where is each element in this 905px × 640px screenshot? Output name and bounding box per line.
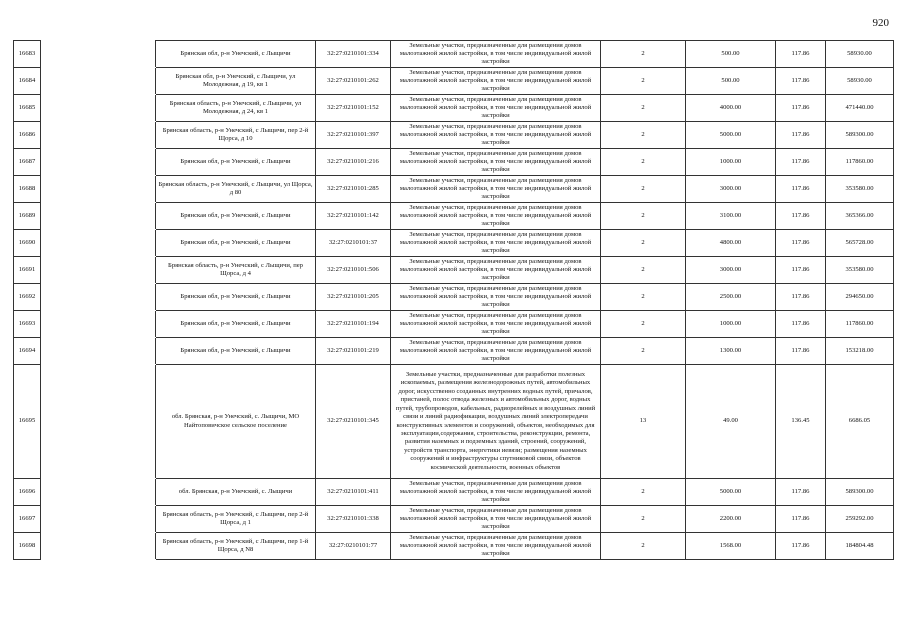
land-use-cell: Земельные участки, предназначенные для размещения домов малоэтажной жилой застройки, в том числе индивидуальной жилой застройки (391, 95, 601, 122)
specific-value-cell: 117.86 (776, 311, 826, 338)
specific-value-cell: 117.86 (776, 95, 826, 122)
blank-cell (41, 176, 156, 203)
land-use-cell: Земельные участки, предназначенные для размещения домов малоэтажной жилой застройки, в том числе индивидуальной жилой застройки (391, 506, 601, 533)
specific-value-cell: 117.86 (776, 338, 826, 365)
specific-value-cell: 117.86 (776, 176, 826, 203)
address-cell: Брянская обл, р-н Унечский, с Лыщичи, ул Молодежная, д 19, кв 1 (156, 68, 316, 95)
land-use-cell: Земельные участки, предназначенные для размещения домов малоэтажной жилой застройки, в том числе индивидуальной жилой застройки (391, 284, 601, 311)
table-row (14, 149, 894, 176)
blank-cell (41, 284, 156, 311)
land-use-cell: Земельные участки, предназначенные для размещения домов малоэтажной жилой застройки, в том числе индивидуальной жилой застройки (391, 68, 601, 95)
area-cell: 1300.00 (686, 338, 776, 365)
group-cell: 2 (601, 41, 686, 68)
address-cell: Брянская обл, р-н Унечский, с Лыщичи (156, 41, 316, 68)
cadastral-number-cell: 32:27:0210101:334 (316, 41, 391, 68)
cadastral-number-cell: 32:27:0210101:397 (316, 122, 391, 149)
blank-cell (41, 149, 156, 176)
land-use-cell: Земельные участки, предназначенные для разработки полезных ископаемых, размещения железнодорожных путей, автомобильных дорог, искусственно созданных внутренних водных путей, причалов, пристаней, полос отвода железных и автомобильных дорог, водных путей, трубопроводов, кабельных, радиорелейных и воздушных линий связи и линий радиофикации, воздушных линий электропередачи конструктивных элементов и сооружений, объектов, необходимых для эксплуатации,содержания, строительства, реконструкции, ремонта, развития наземных и подземных зданий, строений, сооружений, устройств транспорта, энергетики иевязи; размещения наземных сооружений и инфраструктуры спутниковой связи, объектов космической деятельности, военных объектов (391, 365, 601, 479)
blank-cell (41, 230, 156, 257)
specific-value-cell: 117.86 (776, 68, 826, 95)
blank-cell (41, 338, 156, 365)
group-cell: 2 (601, 149, 686, 176)
land-use-cell: Земельные участки, предназначенные для размещения домов малоэтажной жилой застройки, в том числе индивидуальной жилой застройки (391, 203, 601, 230)
cadastral-value-cell: 184804.48 (826, 533, 894, 560)
row-number: 16687 (14, 149, 41, 176)
area-cell: 2200.00 (686, 506, 776, 533)
row-number: 16691 (14, 257, 41, 284)
row-number: 16696 (14, 479, 41, 506)
specific-value-cell: 117.86 (776, 479, 826, 506)
cadastral-value-cell: 353580.00 (826, 257, 894, 284)
blank-cell (41, 365, 156, 479)
cadastral-value-cell: 117860.00 (826, 149, 894, 176)
group-cell: 2 (601, 176, 686, 203)
cadastral-value-cell: 117860.00 (826, 311, 894, 338)
blank-cell (41, 95, 156, 122)
area-cell: 1000.00 (686, 311, 776, 338)
row-number: 16685 (14, 95, 41, 122)
group-cell: 2 (601, 95, 686, 122)
table-row (14, 533, 894, 560)
cadastral-value-cell: 365366.00 (826, 203, 894, 230)
land-use-cell: Земельные участки, предназначенные для размещения домов малоэтажной жилой застройки, в том числе индивидуальной жилой застройки (391, 176, 601, 203)
specific-value-cell: 117.86 (776, 284, 826, 311)
cadastral-value-cell: 58930.00 (826, 41, 894, 68)
blank-cell (41, 122, 156, 149)
address-cell: Брянская обл, р-н Унечский, с Лыщичи (156, 311, 316, 338)
table-row (14, 122, 894, 149)
area-cell: 3100.00 (686, 203, 776, 230)
cadastral-value-cell: 6686.05 (826, 365, 894, 479)
blank-cell (41, 311, 156, 338)
address-cell: Брянская обл, р-н Унечский, с Лыщичи (156, 284, 316, 311)
blank-cell (41, 257, 156, 284)
specific-value-cell: 117.86 (776, 41, 826, 68)
cadastral-value-cell: 589300.00 (826, 479, 894, 506)
cadastral-number-cell: 32:27:0210101:345 (316, 365, 391, 479)
cadastral-number-cell: 32:27:0210101:262 (316, 68, 391, 95)
area-cell: 500.00 (686, 41, 776, 68)
table-row (14, 284, 894, 311)
land-use-cell: Земельные участки, предназначенные для размещения домов малоэтажной жилой застройки, в том числе индивидуальной жилой застройки (391, 479, 601, 506)
specific-value-cell: 117.86 (776, 230, 826, 257)
group-cell: 2 (601, 284, 686, 311)
address-cell: обл. Брянская, р-н Унечский, с. Лыщичи (156, 479, 316, 506)
land-use-cell: Земельные участки, предназначенные для размещения домов малоэтажной жилой застройки, в том числе индивидуальной жилой застройки (391, 533, 601, 560)
group-cell: 2 (601, 257, 686, 284)
row-number: 16697 (14, 506, 41, 533)
blank-cell (41, 479, 156, 506)
blank-cell (41, 203, 156, 230)
row-number: 16692 (14, 284, 41, 311)
specific-value-cell: 136.45 (776, 365, 826, 479)
cadastral-number-cell: 32:27:0210101:194 (316, 311, 391, 338)
blank-cell (41, 41, 156, 68)
row-number: 16688 (14, 176, 41, 203)
group-cell: 2 (601, 230, 686, 257)
cadastral-number-cell: 32:27:0210101:285 (316, 176, 391, 203)
cadastral-number-cell: 32:27:0210101:37 (316, 230, 391, 257)
specific-value-cell: 117.86 (776, 506, 826, 533)
group-cell: 2 (601, 122, 686, 149)
table-row (14, 506, 894, 533)
cadastral-number-cell: 32:27:0210101:142 (316, 203, 391, 230)
address-cell: Брянская обл, р-н Унечский, с Лыщичи (156, 149, 316, 176)
address-cell: Брянская обл, р-н Унечский, с Лыщичи (156, 338, 316, 365)
address-cell: Брянская область, р-н Унечский, с Лыщичи, пер 2-й Щорса, д 1 (156, 506, 316, 533)
specific-value-cell: 117.86 (776, 257, 826, 284)
cadastral-value-table (13, 40, 894, 560)
table-row (14, 176, 894, 203)
table-row (14, 311, 894, 338)
table-row (14, 338, 894, 365)
group-cell: 2 (601, 311, 686, 338)
area-cell: 4000.00 (686, 95, 776, 122)
land-use-cell: Земельные участки, предназначенные для размещения домов малоэтажной жилой застройки, в том числе индивидуальной жилой застройки (391, 338, 601, 365)
cadastral-number-cell: 32:27:0210101:77 (316, 533, 391, 560)
cadastral-value-cell: 58930.00 (826, 68, 894, 95)
group-cell: 2 (601, 533, 686, 560)
specific-value-cell: 117.86 (776, 149, 826, 176)
land-use-cell: Земельные участки, предназначенные для размещения домов малоэтажной жилой застройки, в том числе индивидуальной жилой застройки (391, 149, 601, 176)
cadastral-number-cell: 32:27:0210101:338 (316, 506, 391, 533)
specific-value-cell: 117.86 (776, 203, 826, 230)
address-cell: Брянская область, р-н Унечский, с Лыщичи, пер 1-й Щорса, д N8 (156, 533, 316, 560)
area-cell: 500.00 (686, 68, 776, 95)
land-use-cell: Земельные участки, предназначенные для размещения домов малоэтажной жилой застройки, в том числе индивидуальной жилой застройки (391, 311, 601, 338)
address-cell: обл. Брянская, р-н Унечский, с. Лыщичи, МО Найтоповичское сельское поселение (156, 365, 316, 479)
cadastral-value-cell: 471440.00 (826, 95, 894, 122)
table-row (14, 95, 894, 122)
land-use-cell: Земельные участки, предназначенные для размещения домов малоэтажной жилой застройки, в том числе индивидуальной жилой застройки (391, 257, 601, 284)
address-cell: Брянская область, р-н Унечский, с Лыщичи, пер 2-й Щорса, д 10 (156, 122, 316, 149)
specific-value-cell: 117.86 (776, 122, 826, 149)
table-row (14, 257, 894, 284)
table-row (14, 203, 894, 230)
land-use-cell: Земельные участки, предназначенные для размещения домов малоэтажной жилой застройки, в том числе индивидуальной жилой застройки (391, 41, 601, 68)
cadastral-number-cell: 32:27:0210101:152 (316, 95, 391, 122)
row-number: 16695 (14, 365, 41, 479)
row-number: 16686 (14, 122, 41, 149)
address-cell: Брянская область, р-н Унечский, с Лыщичи, ул Молодежная, д 24, кв 1 (156, 95, 316, 122)
row-number: 16693 (14, 311, 41, 338)
page-number: 920 (872, 17, 889, 29)
table-row (14, 68, 894, 95)
cadastral-number-cell: 32:27:0210101:205 (316, 284, 391, 311)
blank-cell (41, 533, 156, 560)
cadastral-value-cell: 589300.00 (826, 122, 894, 149)
table-row (14, 41, 894, 68)
group-cell: 13 (601, 365, 686, 479)
row-number: 16689 (14, 203, 41, 230)
group-cell: 2 (601, 506, 686, 533)
address-cell: Брянская область, р-н Унечский, с Лыщичи, пер Щорса, д 4 (156, 257, 316, 284)
area-cell: 3000.00 (686, 176, 776, 203)
row-number: 16684 (14, 68, 41, 95)
area-cell: 5000.00 (686, 122, 776, 149)
cadastral-value-cell: 353580.00 (826, 176, 894, 203)
address-cell: Брянская обл, р-н Унечский, с Лыщичи (156, 230, 316, 257)
cadastral-value-cell: 259292.00 (826, 506, 894, 533)
row-number: 16690 (14, 230, 41, 257)
specific-value-cell: 117.86 (776, 533, 826, 560)
area-cell: 4800.00 (686, 230, 776, 257)
cadastral-number-cell: 32:27:0210101:219 (316, 338, 391, 365)
blank-cell (41, 506, 156, 533)
cadastral-number-cell: 32:27:0210101:411 (316, 479, 391, 506)
table-row (14, 230, 894, 257)
address-cell: Брянская область, р-н Унечский, с Лыщичи, ул Щорса, д 80 (156, 176, 316, 203)
row-number: 16698 (14, 533, 41, 560)
table-row (14, 365, 894, 479)
cadastral-value-cell: 565728.00 (826, 230, 894, 257)
group-cell: 2 (601, 338, 686, 365)
blank-cell (41, 68, 156, 95)
area-cell: 2500.00 (686, 284, 776, 311)
land-use-cell: Земельные участки, предназначенные для размещения домов малоэтажной жилой застройки, в том числе индивидуальной жилой застройки (391, 230, 601, 257)
group-cell: 2 (601, 479, 686, 506)
area-cell: 1000.00 (686, 149, 776, 176)
table-row (14, 479, 894, 506)
area-cell: 1568.00 (686, 533, 776, 560)
address-cell: Брянская обл, р-н Унечский, с Лыщичи (156, 203, 316, 230)
cadastral-number-cell: 32:27:0210101:216 (316, 149, 391, 176)
row-number: 16694 (14, 338, 41, 365)
row-number: 16683 (14, 41, 41, 68)
group-cell: 2 (601, 68, 686, 95)
cadastral-value-cell: 153218.00 (826, 338, 894, 365)
cadastral-number-cell: 32:27:0210101:506 (316, 257, 391, 284)
group-cell: 2 (601, 203, 686, 230)
land-use-cell: Земельные участки, предназначенные для размещения домов малоэтажной жилой застройки, в том числе индивидуальной жилой застройки (391, 122, 601, 149)
area-cell: 3000.00 (686, 257, 776, 284)
cadastral-value-cell: 294650.00 (826, 284, 894, 311)
area-cell: 5000.00 (686, 479, 776, 506)
area-cell: 49.00 (686, 365, 776, 479)
